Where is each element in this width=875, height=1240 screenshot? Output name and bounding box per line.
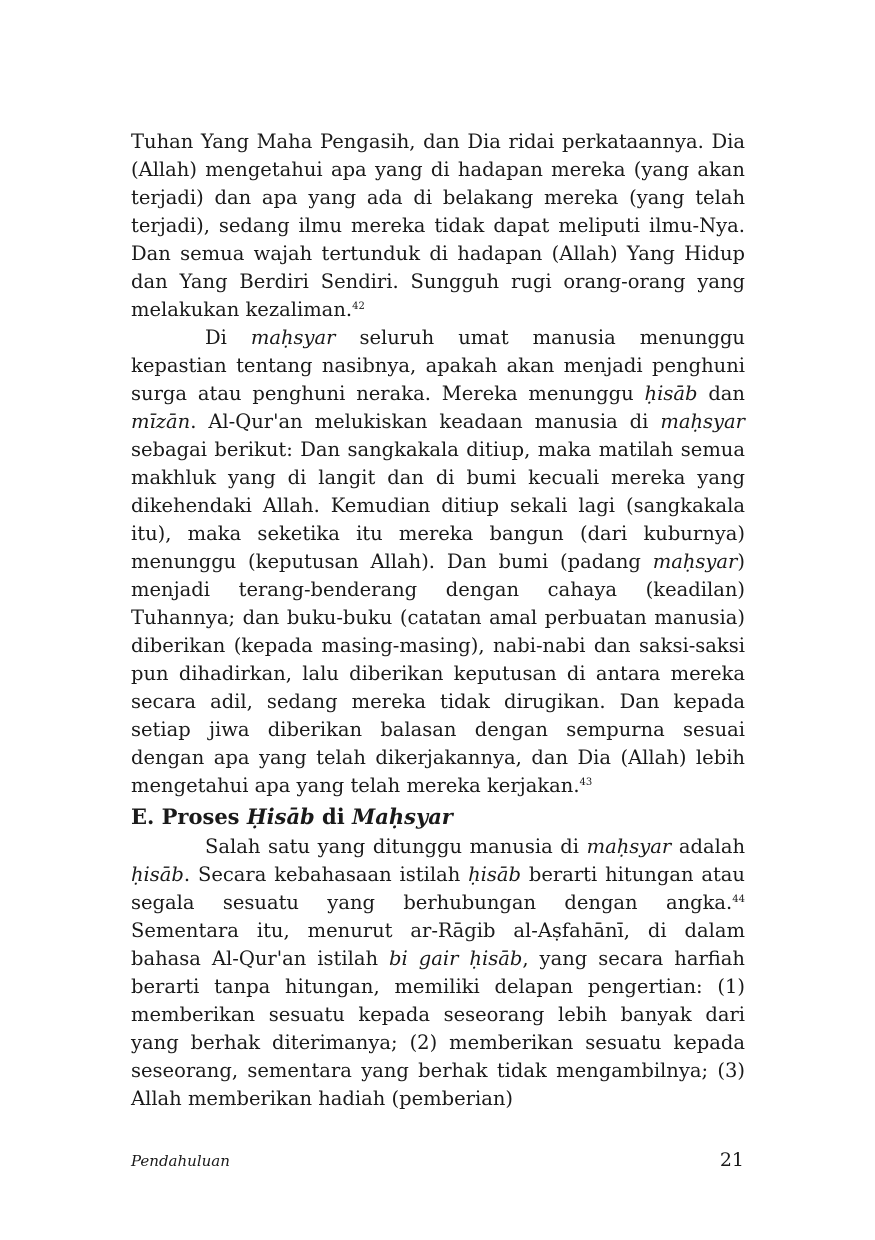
text-run: seluruh umat manusia menunggu kepastian tentang nasibnya, apakah akan menjadi penghuni surga atau penghuni neraka. Mereka menunggu: [131, 326, 745, 405]
term-hisab: ḥisāb: [644, 382, 698, 405]
term-hisab: ḥisāb: [468, 863, 522, 886]
text-run: sebagai berikut: Dan sangkakala ditiup, maka matilah semua makhluk yang di langit dan di bumi kecuali mereka yang dikehendaki Allah. Kemudian ditiup sekali lagi (sangkakala itu), maka seketika itu mereka bangun (dari kuburnya) menunggu (keputusan Allah). Dan bumi (padang: [131, 438, 745, 573]
footnote-ref-44: 44: [732, 894, 745, 905]
paragraph-hisab: [131, 833, 745, 1113]
footnote-ref-42: 42: [352, 301, 365, 312]
term-mahsyar: maḥsyar: [652, 550, 738, 573]
heading-prefix: E. Proses: [131, 804, 247, 829]
text-run: ) menjadi terang-benderang dengan cahaya (keadilan) Tuhannya; dan buku-buku (catatan amal perbuatan manusia) diberikan (kepada masing-masing), nabi-nabi dan saksi-saksi pun dihadirkan, lalu diberikan keputusan di antara mereka secara adil, sedang mereka tidak dirugikan. Dan kepada setiap jiwa diberikan balasan dengan sempurna sesuai dengan apa yang telah dikerjakannya, dan Dia (Allah) lebih mengetahui apa yang telah mereka kerjakan.: [131, 550, 745, 797]
text-run: , yang secara harfiah berarti tanpa hitungan, memiliki delapan pengertian: (1) memberikan sesuatu kepada seseorang lebih banyak dari yang berhak diterimanya; (2) memberikan sesuatu kepada seseorang, sementara yang berhak tidak mengambilnya; (3) Allah memberikan hadiah (pemberian): [131, 947, 745, 1110]
text-run: berarti hitungan atau segala sesuatu yang berhubungan dengan angka.: [131, 863, 745, 914]
text-run: Di: [205, 326, 251, 349]
section-heading: [131, 803, 745, 831]
paragraph-text: Tuhan Yang Maha Pengasih, dan Dia ridai perkataannya. Dia (Allah) mengetahui apa yang di hadapan mereka (yang akan terjadi) dan apa yang ada di belakang mereka (yang telah terjadi), sedang ilmu mereka tidak dapat meliputi ilmu-Nya. Dan semua wajah tertunduk di hadapan (Allah) Yang Hidup dan Yang Berdiri Sendiri. Sungguh rugi orang-orang yang melakukan kezaliman.: [131, 130, 745, 321]
term-mahsyar: maḥsyar: [250, 326, 336, 349]
term-hisab: ḥisāb: [131, 863, 184, 886]
text-run: Sementara itu, menurut ar-Rāgib al-Aṣfahānī, di dalam bahasa Al-Qur'an istilah: [131, 919, 745, 970]
term-bi-gair-hisab: bi gair ḥisāb: [389, 947, 523, 970]
text-run: dan: [697, 382, 745, 405]
term-mahsyar: maḥsyar: [660, 410, 745, 433]
text-run: Salah satu yang ditunggu manusia di: [205, 835, 587, 858]
heading-term-mahsyar: Maḥsyar: [352, 804, 453, 829]
heading-term-hisab: Ḥisāb: [246, 804, 315, 829]
footnote-ref-43: 43: [579, 777, 593, 788]
term-mizan: mīzān: [131, 410, 191, 433]
term-mahsyar: maḥsyar: [586, 835, 672, 858]
running-footer-section: Pendahuluan: [131, 1152, 230, 1170]
paragraph-mahsyar: [131, 324, 745, 800]
text-run: . Secara kebahasaan istilah: [183, 863, 469, 886]
heading-middle: di: [314, 804, 353, 829]
text-run: adalah: [671, 835, 745, 858]
paragraph-quran-quote: [131, 128, 745, 324]
text-run: . Al-Qur'an melukiskan keadaan manusia di: [190, 410, 661, 433]
page-number: 21: [719, 1149, 744, 1171]
